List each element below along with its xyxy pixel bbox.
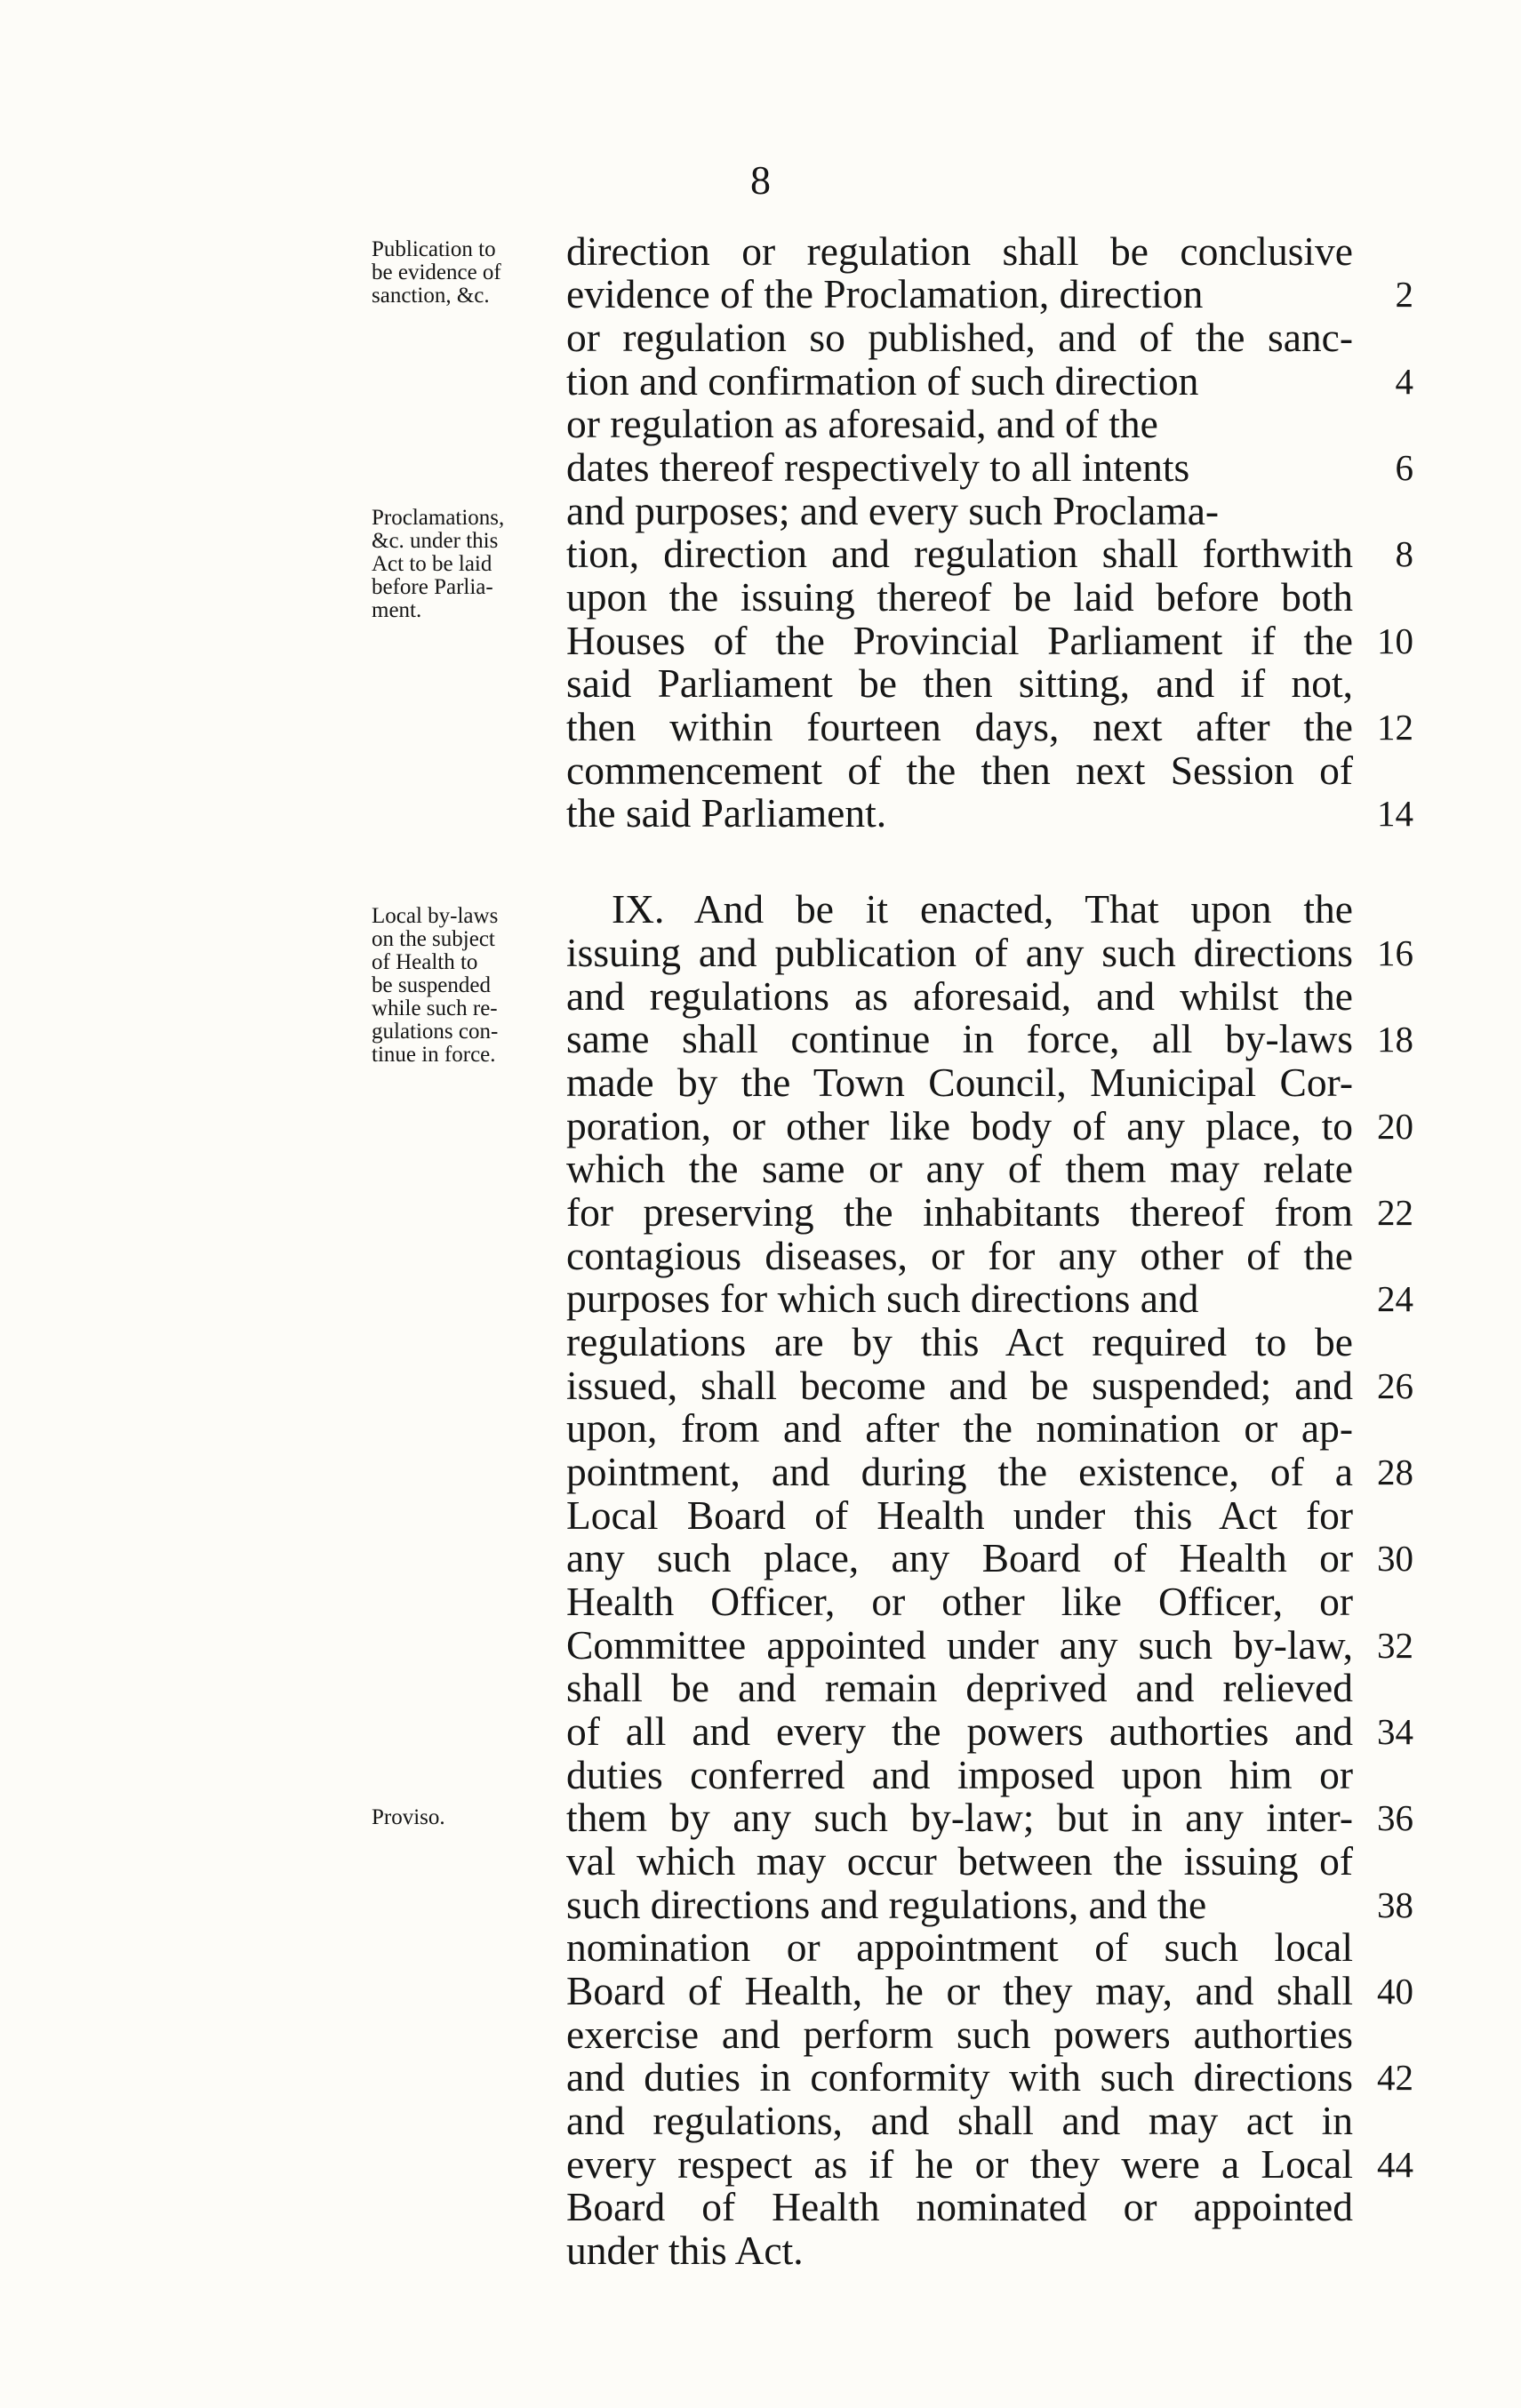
text-line: [566, 489, 1353, 533]
line-text: purposes for which such directions and: [566, 1276, 1199, 1321]
line-number: 22: [1377, 1192, 1413, 1233]
line-text: every respect as if he or they were a Local: [566, 2141, 1353, 2187]
text-line: [566, 2055, 1353, 2100]
margin-note-line: Publication to: [372, 237, 496, 261]
text-line: [566, 445, 1353, 490]
text-line: [566, 1060, 1353, 1105]
text-line: [566, 705, 1353, 749]
text-line: [566, 2228, 1353, 2273]
text-line: [566, 532, 1353, 576]
line-number: 16: [1377, 932, 1413, 973]
margin-note-proclamations: [372, 507, 558, 622]
margin-note-line: be evidence of: [372, 260, 501, 284]
text-line: [566, 1147, 1353, 1191]
line-text: Committee appointed under any such by-law,: [566, 1622, 1353, 1668]
text-line: [566, 575, 1353, 620]
margin-note-line: of Health to: [372, 950, 478, 974]
line-text: IX. And be it enacted, That upon the: [612, 886, 1353, 932]
line-number: 4: [1395, 361, 1413, 402]
line-text: then within fourteen days, next after the: [566, 704, 1353, 749]
line-text: them by any such by-law; but in any inter-: [566, 1795, 1353, 1840]
text-line: [566, 229, 1353, 274]
line-number: 26: [1377, 1365, 1413, 1406]
text-line: [566, 1925, 1353, 1970]
margin-note-line: be suspended: [372, 973, 491, 997]
line-text: said Parliament be then sitting, and if not,: [566, 660, 1353, 706]
text-line: [566, 1666, 1353, 1710]
text-line: [566, 791, 1353, 836]
text-line: [566, 402, 1353, 446]
line-number: 30: [1377, 1538, 1413, 1579]
text-line: [566, 1276, 1353, 1321]
line-text: and regulations, and shall and may act in: [566, 2098, 1353, 2143]
line-text: and purposes; and every such Proclama-: [566, 488, 1220, 533]
text-line: [566, 316, 1353, 360]
line-number: 18: [1377, 1019, 1413, 1060]
line-text: tion, direction and regulation shall forthwith: [566, 531, 1353, 576]
line-text: poration, or other like body of any place, to: [566, 1103, 1353, 1148]
text-line: [566, 1883, 1353, 1927]
margin-note-line: ment.: [372, 598, 422, 622]
line-text: Health Officer, or other like Officer, or: [566, 1579, 1353, 1624]
line-number: 36: [1377, 1797, 1413, 1838]
text-line: [566, 619, 1353, 663]
line-text: which the same or any of them may relate: [566, 1146, 1353, 1191]
margin-note-local-by-laws: [372, 905, 558, 1067]
line-text: Board of Health, he or they may, and shall: [566, 1968, 1353, 2013]
line-number: 42: [1377, 2057, 1413, 2098]
line-text: tion and confirmation of such direction: [566, 358, 1199, 404]
text-line: [566, 748, 1353, 793]
line-number: 14: [1377, 793, 1413, 834]
margin-note-line: Local by-laws: [372, 904, 499, 928]
text-line: [566, 931, 1353, 975]
line-text: issued, shall become and be suspended; and: [566, 1363, 1353, 1408]
line-text: upon the issuing thereof be laid before both: [566, 574, 1353, 620]
line-text: direction or regulation shall be conclusive: [566, 228, 1353, 274]
line-text: exercise and perform such powers authorties: [566, 2012, 1353, 2057]
margin-note-line: sanction, &c.: [372, 284, 490, 308]
margin-note-line: Act to be laid: [372, 552, 492, 576]
text-line: [566, 1623, 1353, 1668]
text-line: [566, 1753, 1353, 1797]
text-line: [566, 2099, 1353, 2143]
line-text: any such place, any Board of Health or: [566, 1535, 1353, 1580]
line-text: the said Parliament.: [566, 790, 887, 836]
line-number: 2: [1395, 274, 1413, 315]
text-line: [566, 974, 1353, 1019]
line-text: dates thereof respectively to all intents: [566, 444, 1190, 490]
margin-note-line: &c. under this: [372, 529, 499, 553]
line-text: evidence of the Proclamation, direction: [566, 271, 1204, 316]
text-line: [566, 1709, 1353, 1754]
margin-note-line: gulations con-: [372, 1020, 499, 1044]
line-number: 28: [1377, 1452, 1413, 1492]
text-line: [566, 1364, 1353, 1408]
margin-note-proviso: [372, 1806, 558, 1829]
line-text: made by the Town Council, Municipal Cor-: [566, 1060, 1353, 1105]
text-line: [566, 1580, 1353, 1624]
margin-note-line: on the subject: [372, 927, 495, 951]
line-text: nomination or appointment of such local: [566, 1924, 1353, 1970]
line-number: 32: [1377, 1625, 1413, 1666]
page-number: 8: [750, 157, 771, 203]
line-text: or regulation as aforesaid, and of the: [566, 401, 1158, 446]
line-text: Local Board of Health under this Act for: [566, 1492, 1353, 1538]
line-text: of all and every the powers authorties and: [566, 1708, 1353, 1754]
line-text: same shall continue in force, all by-laws: [566, 1016, 1353, 1061]
margin-note-line: while such re-: [372, 996, 498, 1020]
text-line: [566, 1320, 1353, 1364]
line-number: 24: [1377, 1278, 1413, 1319]
line-number: 38: [1377, 1884, 1413, 1925]
margin-note-line: Proclamations,: [372, 506, 505, 530]
line-text: for preserving the inhabitants thereof from: [566, 1189, 1353, 1235]
line-text: commencement of the then next Session of: [566, 748, 1353, 793]
line-text: contagious diseases, or for any other of the: [566, 1233, 1353, 1278]
line-text: upon, from and after the nomination or ap-: [566, 1405, 1353, 1451]
text-line: [566, 1969, 1353, 2013]
text-line: [566, 2185, 1353, 2229]
margin-note-line: Proviso.: [372, 1805, 445, 1829]
line-text: and regulations as aforesaid, and whilst the: [566, 973, 1353, 1019]
line-text: issuing and publication of any such directions: [566, 930, 1353, 975]
line-text: Board of Health nominated or appointed: [566, 2184, 1353, 2229]
line-text: val which may occur between the issuing of: [566, 1838, 1353, 1884]
margin-note-line: before Parlia-: [372, 575, 493, 599]
text-line: [566, 2012, 1353, 2057]
margin-note-line: tinue in force.: [372, 1043, 496, 1067]
line-number: 44: [1377, 2144, 1413, 2185]
line-number: 6: [1395, 447, 1413, 488]
text-line: [566, 1190, 1353, 1235]
line-number: 34: [1377, 1711, 1413, 1752]
line-text: regulations are by this Act required to be: [566, 1319, 1353, 1364]
text-line: [566, 1493, 1353, 1538]
section-ix-heading-line: [612, 887, 1353, 932]
text-line: [566, 1450, 1353, 1494]
text-line: [566, 2142, 1353, 2187]
line-text: under this Act.: [566, 2228, 804, 2273]
text-line: [566, 1406, 1353, 1451]
text-line: [566, 1234, 1353, 1278]
text-line: [566, 1796, 1353, 1840]
text-line: [566, 272, 1353, 316]
text-line: [566, 1536, 1353, 1580]
text-line: [566, 1104, 1353, 1148]
text-line: [566, 661, 1353, 706]
line-text: Houses of the Provincial Parliament if the: [566, 618, 1353, 663]
line-text: shall be and remain deprived and relieved: [566, 1665, 1353, 1710]
text-line: [566, 1839, 1353, 1884]
line-text: such directions and regulations, and the: [566, 1882, 1207, 1927]
line-number: 10: [1377, 620, 1413, 661]
line-number: 20: [1377, 1106, 1413, 1147]
text-line: [566, 1017, 1353, 1061]
line-text: or regulation so published, and of the sanc-: [566, 315, 1353, 360]
line-text: and duties in conformity with such directions: [566, 2054, 1353, 2100]
line-number: 12: [1377, 707, 1413, 748]
line-number: 40: [1377, 1971, 1413, 2012]
text-line: [566, 359, 1353, 404]
line-number: 8: [1395, 533, 1413, 574]
line-text: duties conferred and imposed upon him or: [566, 1752, 1353, 1797]
margin-note-publication: [372, 238, 558, 308]
line-text: pointment, and during the existence, of a: [566, 1449, 1353, 1494]
